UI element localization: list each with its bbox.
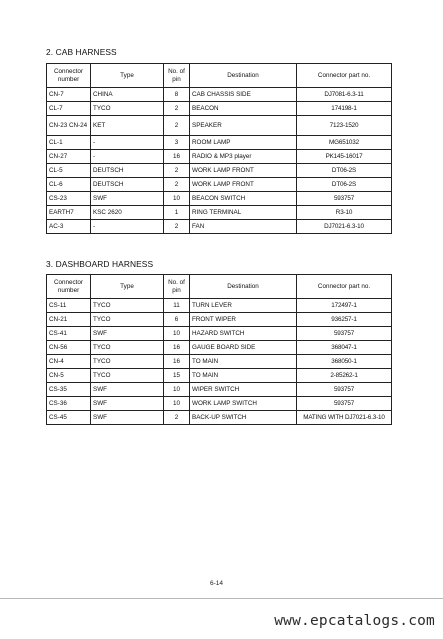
cell-no-of-pin: 10: [164, 192, 190, 206]
cell-connector-number: CN-56: [47, 341, 91, 355]
footer-divider: [0, 598, 443, 599]
table-row: [47, 164, 392, 178]
cell-destination: CAB CHASSIS SIDE: [190, 88, 297, 102]
cell-connector-number: CN-5: [47, 369, 91, 383]
cell-connector-number: CN-21: [47, 313, 91, 327]
cell-type: TYCO: [91, 341, 164, 355]
dashboard-harness-table: [46, 274, 392, 425]
cell-connector-number: CS-35: [47, 383, 91, 397]
cell-connector-part-no: MG651032: [297, 136, 392, 150]
cell-no-of-pin: 8: [164, 88, 190, 102]
cell-no-of-pin: 15: [164, 369, 190, 383]
cab-harness-table: [46, 63, 392, 234]
cell-destination: TO MAIN: [190, 355, 297, 369]
cell-type: -: [91, 220, 164, 234]
header-no-of-pin: No. of pin: [164, 64, 190, 88]
header-destination: Destination: [190, 275, 297, 299]
cell-connector-number: CL-1: [47, 136, 91, 150]
table-row: [47, 383, 392, 397]
cell-type: TYCO: [91, 313, 164, 327]
cell-no-of-pin: 2: [164, 102, 190, 116]
cell-type: -: [91, 150, 164, 164]
cell-destination: GAUGE BOARD SIDE: [190, 341, 297, 355]
cell-no-of-pin: 3: [164, 136, 190, 150]
cell-destination: WORK LAMP FRONT: [190, 164, 297, 178]
cell-destination: WORK LAMP SWITCH: [190, 397, 297, 411]
cell-destination: HAZARD SWITCH: [190, 327, 297, 341]
cell-no-of-pin: 10: [164, 327, 190, 341]
cell-no-of-pin: 10: [164, 397, 190, 411]
page-number: 6-14: [210, 580, 224, 587]
table-row: [47, 220, 392, 234]
cell-type: -: [91, 136, 164, 150]
cell-connector-part-no: DJ7021-6.3-10: [297, 220, 392, 234]
table-row: [47, 116, 392, 136]
table-row: [47, 397, 392, 411]
cell-connector-part-no: 172497-1: [297, 299, 392, 313]
header-type: Type: [91, 275, 164, 299]
table-row: [47, 102, 392, 116]
cell-connector-number: CN-7: [47, 88, 91, 102]
cell-type: SWF: [91, 411, 164, 425]
cell-no-of-pin: 16: [164, 150, 190, 164]
cell-no-of-pin: 6: [164, 313, 190, 327]
cell-type: KSC 2620: [91, 206, 164, 220]
cell-connector-number: CS-41: [47, 327, 91, 341]
cell-connector-part-no: MATING WITH DJ7021-6.3-10: [297, 411, 392, 425]
cell-no-of-pin: 2: [164, 178, 190, 192]
cell-type: TYCO: [91, 102, 164, 116]
cell-connector-number: CS-36: [47, 397, 91, 411]
header-connector-number: Connector number: [47, 275, 91, 299]
cell-type: DEUTSCH: [91, 164, 164, 178]
cell-connector-part-no: R3-10: [297, 206, 392, 220]
cell-destination: FRONT WIPER: [190, 313, 297, 327]
cell-connector-part-no: 368047-1: [297, 341, 392, 355]
cell-connector-part-no: DT06-2S: [297, 164, 392, 178]
header-type: Type: [91, 64, 164, 88]
section-title-dashboard-harness: 3. DASHBOARD HARNESS: [46, 259, 154, 269]
cell-no-of-pin: 1: [164, 206, 190, 220]
table-row: [47, 313, 392, 327]
cell-connector-number: EARTH7: [47, 206, 91, 220]
cell-connector-number: CN-23 CN-24: [47, 116, 91, 136]
table-row: [47, 150, 392, 164]
table-row: [47, 341, 392, 355]
cell-connector-part-no: 593757: [297, 327, 392, 341]
cell-connector-part-no: 368050-1: [297, 355, 392, 369]
cell-destination: WORK LAMP FRONT: [190, 178, 297, 192]
cell-destination: BACK-UP SWITCH: [190, 411, 297, 425]
table-row: [47, 299, 392, 313]
cell-destination: BEACON SWITCH: [190, 192, 297, 206]
table-row: [47, 327, 392, 341]
cell-no-of-pin: 11: [164, 299, 190, 313]
header-destination: Destination: [190, 64, 297, 88]
cell-connector-number: CL-6: [47, 178, 91, 192]
cell-no-of-pin: 2: [164, 116, 190, 136]
section-title-cab-harness: 2. CAB HARNESS: [46, 47, 117, 57]
cell-no-of-pin: 16: [164, 341, 190, 355]
table-row: [47, 136, 392, 150]
cell-no-of-pin: 16: [164, 355, 190, 369]
cell-type: DEUTSCH: [91, 178, 164, 192]
cell-connector-part-no: DJ7081-6.3-11: [297, 88, 392, 102]
header-connector-number: Connector number: [47, 64, 91, 88]
cell-destination: WIPER SWITCH: [190, 383, 297, 397]
cell-destination: BEACON: [190, 102, 297, 116]
cell-connector-number: AC-3: [47, 220, 91, 234]
cell-type: SWF: [91, 192, 164, 206]
cell-type: SWF: [91, 327, 164, 341]
watermark-url: www.epcatalogs.com: [274, 613, 435, 629]
table-row: [47, 355, 392, 369]
cell-connector-number: CS-23: [47, 192, 91, 206]
table-row: [47, 206, 392, 220]
cell-connector-number: CN-4: [47, 355, 91, 369]
cell-destination: TO MAIN: [190, 369, 297, 383]
cell-destination: FAN: [190, 220, 297, 234]
cell-destination: TURN LEVER: [190, 299, 297, 313]
cell-no-of-pin: 2: [164, 220, 190, 234]
cell-destination: ROOM LAMP: [190, 136, 297, 150]
header-no-of-pin: No. of pin: [164, 275, 190, 299]
cell-connector-part-no: PK145-16017: [297, 150, 392, 164]
cell-connector-number: CL-7: [47, 102, 91, 116]
cell-destination: RING TERMINAL: [190, 206, 297, 220]
cell-connector-number: CL-5: [47, 164, 91, 178]
table-row: [47, 411, 392, 425]
cell-connector-part-no: 593757: [297, 192, 392, 206]
cell-destination: RADIO & MP3 player: [190, 150, 297, 164]
header-connector-part-no: Connector part no.: [297, 275, 392, 299]
cell-no-of-pin: 2: [164, 411, 190, 425]
table-row: [47, 178, 392, 192]
cell-type: TYCO: [91, 299, 164, 313]
cell-connector-part-no: 7123-1520: [297, 116, 392, 136]
cell-connector-part-no: 593757: [297, 383, 392, 397]
cell-type: KET: [91, 116, 164, 136]
cell-type: TYCO: [91, 369, 164, 383]
cell-connector-part-no: 936257-1: [297, 313, 392, 327]
cell-no-of-pin: 10: [164, 383, 190, 397]
cell-type: SWF: [91, 397, 164, 411]
cell-connector-part-no: DT06-2S: [297, 178, 392, 192]
table-row: [47, 369, 392, 383]
cell-destination: SPEAKER: [190, 116, 297, 136]
table-row: [47, 88, 392, 102]
cell-connector-part-no: 593757: [297, 397, 392, 411]
cell-type: TYCO: [91, 355, 164, 369]
cell-type: CHINA: [91, 88, 164, 102]
cell-connector-part-no: 174198-1: [297, 102, 392, 116]
header-connector-part-no: Connector part no.: [297, 64, 392, 88]
cell-connector-number: CS-45: [47, 411, 91, 425]
cell-connector-number: CN-27: [47, 150, 91, 164]
cell-type: SWF: [91, 383, 164, 397]
cell-no-of-pin: 2: [164, 164, 190, 178]
table-row: [47, 192, 392, 206]
cell-connector-number: CS-11: [47, 299, 91, 313]
cell-connector-part-no: 2-85262-1: [297, 369, 392, 383]
